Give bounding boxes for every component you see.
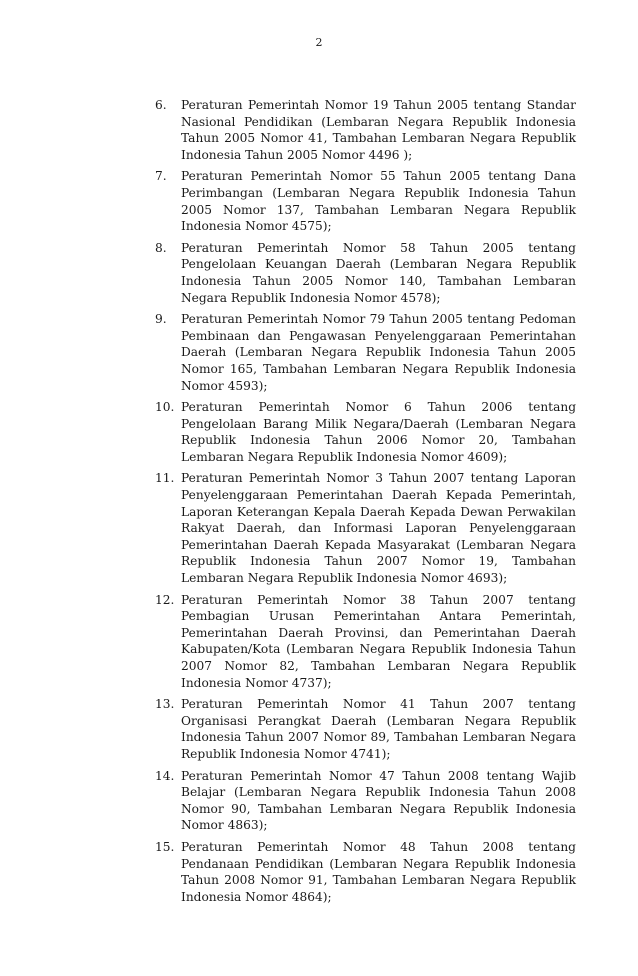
list-item-number: 9. [155,312,167,327]
list-item-text: Peraturan Pemerintah Nomor 6 Tahun 2006 tentang Pengelolaan Barang Milik Negara/Daerah (Lembaran Negara Republik Indonesia Tahun 2006 Nomor 20, Tambahan Lembaran Negara Republik Indonesia Nomor 4609); [181,400,576,464]
list-item-text: Peraturan Pemerintah Nomor 41 Tahun 2007 tentang Organisasi Perangkat Daerah (Lembaran Negara Republik Indonesia Tahun 2007 Nomor 89, Tambahan Lembaran Negara Republik Indonesia Nomor 4741); [181,697,576,761]
list-item [148,97,576,163]
list-item [148,168,576,234]
list-item [148,470,576,586]
list-item-number: 10. [155,400,175,415]
list-item-text: Peraturan Pemerintah Nomor 79 Tahun 2005 tentang Pedoman Pembinaan dan Pengawasan Penyelenggaraan Pemerintahan Daerah (Lembaran Negara Republik Indonesia Tahun 2005 Nomor 165, Tambahan Lembaran Negara Republik Indonesia Nomor 4593); [181,312,576,393]
list-item-text: Peraturan Pemerintah Nomor 58 Tahun 2005 tentang Pengelolaan Keuangan Daerah (Lembaran Negara Republik Indonesia Tahun 2005 Nomor 140, Tambahan Lembaran Negara Republik Indonesia Nomor 4578); [181,240,576,305]
list-item-text: Peraturan Pemerintah Nomor 55 Tahun 2005 tentang Dana Perimbangan (Lembaran Negara Republik Indonesia Tahun 2005 Nomor 137, Tambahan Lembaran Negara Republik Indonesia Nomor 4575); [181,169,576,234]
regulation-list [148,97,576,910]
list-item [148,839,576,905]
list-item-text: Peraturan Pemerintah Nomor 47 Tahun 2008 tentang Wajib Belajar (Lembaran Negara Republik Indonesia Tahun 2008 Nomor 90, Tambahan Lembaran Negara Republik Indonesia Nomor 4863); [181,768,576,833]
list-item-number: 14. [155,768,175,783]
list-item-number: 13. [155,697,175,712]
list-item-number: 11. [155,471,175,486]
list-item-number: 15. [155,839,175,854]
list-item [148,311,576,394]
list-item-text: Peraturan Pemerintah Nomor 3 Tahun 2007 tentang Laporan Penyelenggaraan Pemerintahan Daerah Kepada Pemerintah, Laporan Keterangan Kepala Daerah Kepada Dewan Perwakilan Rakyat Daerah, dan Informasi Laporan Penyelenggaraan Pemerintahan Daerah Kepada Masyarakat (Lembaran Negara Republik Indonesia Tahun 2007 Nomor 19, Tambahan Lembaran Negara Republik Indonesia Nomor 4693); [181,471,576,586]
list-item-text: Peraturan Pemerintah Nomor 19 Tahun 2005 tentang Standar Nasional Pendidikan (Lembaran Negara Republik Indonesia Tahun 2005 Nomor 41, Tambahan Lembaran Negara Republik Indonesia Tahun 2005 Nomor 4496 ); [181,98,576,162]
list-item-number: 7. [155,169,167,184]
list-item [148,240,576,306]
list-item [148,696,576,762]
list-item [148,592,576,692]
page-number: 2 [315,36,323,49]
list-item-number: 6. [155,98,167,112]
list-item-text: Peraturan Pemerintah Nomor 48 Tahun 2008 tentang Pendanaan Pendidikan (Lembaran Negara Republik Indonesia Tahun 2008 Nomor 91, Tambahan Lembaran Negara Republik Indonesia Nomor 4864); [181,839,576,904]
list-item-number: 8. [155,240,167,255]
list-item [148,399,576,465]
list-item-text: Peraturan Pemerintah Nomor 38 Tahun 2007 tentang Pembagian Urusan Pemerintahan Antara Pemerintah, Pemerintahan Daerah Provinsi, dan Pemerintahan Daerah Kabupaten/Kota (Lembaran Negara Republik Indonesia Tahun 2007 Nomor 82, Tambahan Lembaran Negara Republik Indonesia Nomor 4737); [181,592,576,690]
list-item-number: 12. [155,592,175,607]
list-item [148,768,576,834]
